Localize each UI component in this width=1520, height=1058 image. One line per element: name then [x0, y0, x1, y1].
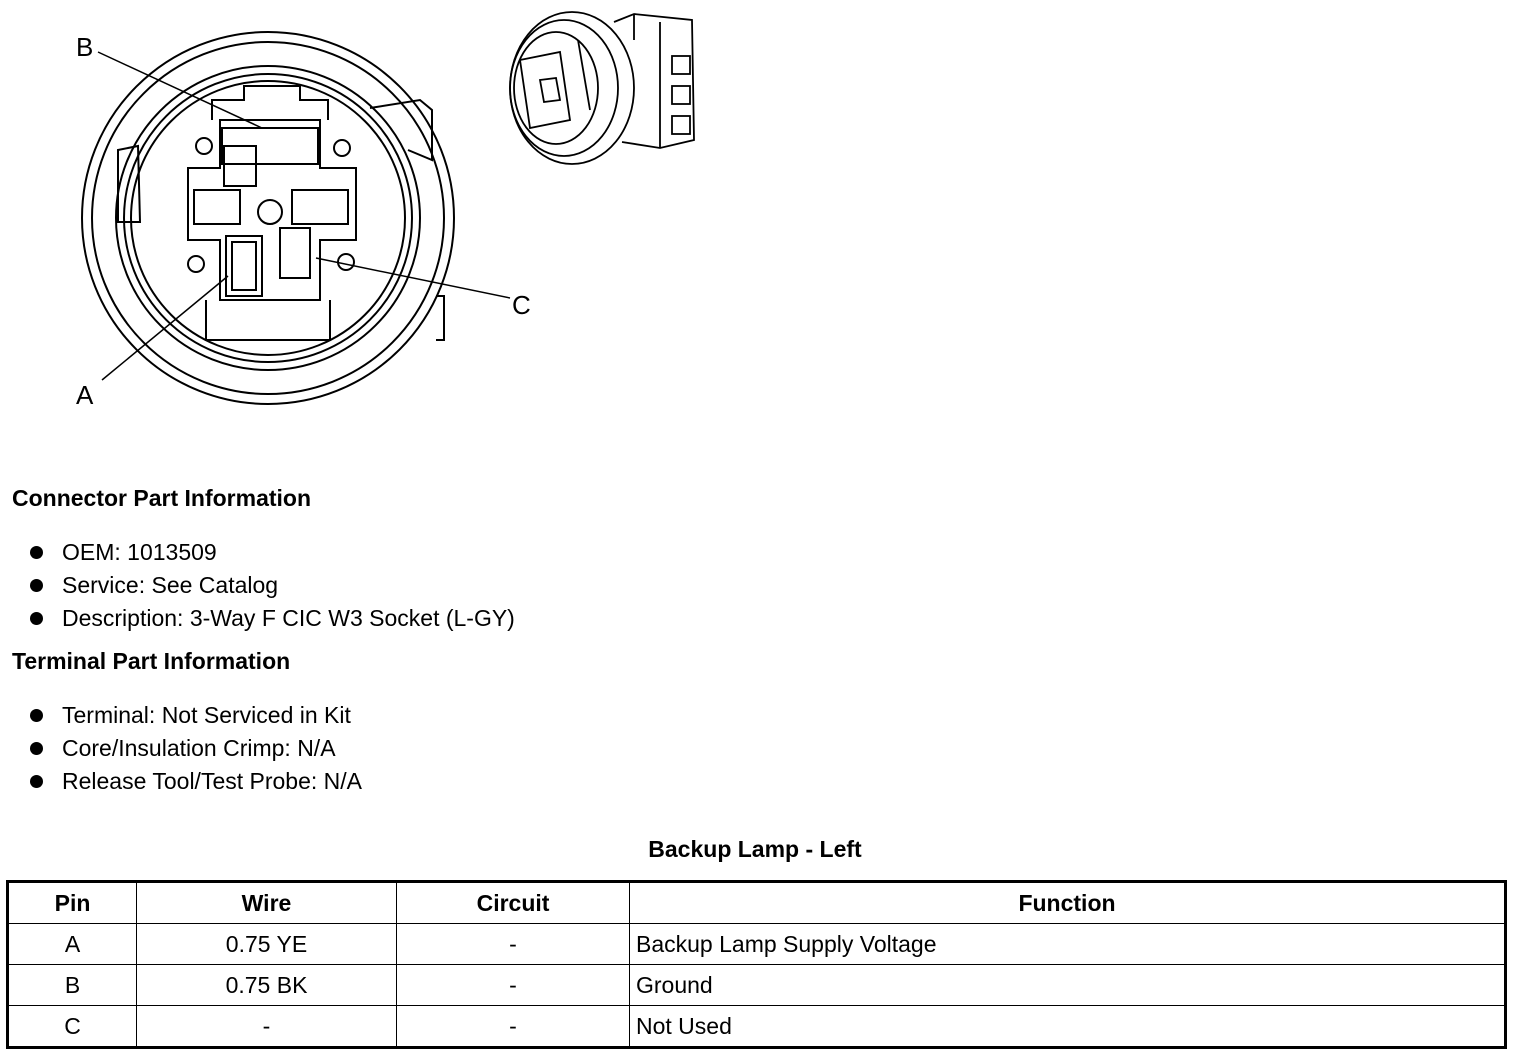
header-wire: Wire: [137, 882, 397, 924]
pinout-table: [6, 880, 1507, 1049]
cell-pin: B: [8, 965, 137, 1006]
connector-diagram: [0, 0, 760, 430]
callout-label-c: C: [512, 290, 531, 320]
cell-wire: 0.75 YE: [137, 924, 397, 965]
header-pin: Pin: [8, 882, 137, 924]
callout-label-a: A: [76, 380, 94, 410]
connector-face-view: [82, 32, 454, 404]
cell-function: Ground: [630, 965, 1506, 1006]
connector-part-info-list: [28, 536, 515, 635]
list-item: Description: 3-Way F CIC W3 Socket (L-GY): [28, 602, 515, 635]
table-title: Backup Lamp - Left: [648, 836, 862, 862]
table-header-row: [8, 882, 1506, 924]
list-item: OEM: 1013509: [28, 536, 515, 569]
header-circuit: Circuit: [397, 882, 630, 924]
cell-wire: -: [137, 1006, 397, 1048]
terminal-part-info-list: [28, 699, 362, 798]
connector-part-info-heading: Connector Part Information: [12, 485, 312, 511]
list-item: Core/Insulation Crimp: N/A: [28, 732, 362, 765]
list-item: Service: See Catalog: [28, 569, 515, 602]
cell-pin: C: [8, 1006, 137, 1048]
terminal-part-info-heading: Terminal Part Information: [12, 648, 291, 674]
cell-circuit: -: [397, 965, 630, 1006]
cell-wire: 0.75 BK: [137, 965, 397, 1006]
cell-pin: A: [8, 924, 137, 965]
table-row: [8, 965, 1506, 1006]
table-row: [8, 1006, 1506, 1048]
callout-label-b: B: [76, 32, 94, 62]
cell-circuit: -: [397, 1006, 630, 1048]
callout-lines: [98, 52, 510, 380]
socket-perspective-view: [510, 12, 694, 164]
cell-function: Not Used: [630, 1006, 1506, 1048]
list-item: Release Tool/Test Probe: N/A: [28, 765, 362, 798]
list-item: Terminal: Not Serviced in Kit: [28, 699, 362, 732]
cell-circuit: -: [397, 924, 630, 965]
header-function: Function: [630, 882, 1506, 924]
table-row: [8, 924, 1506, 965]
cell-function: Backup Lamp Supply Voltage: [630, 924, 1506, 965]
